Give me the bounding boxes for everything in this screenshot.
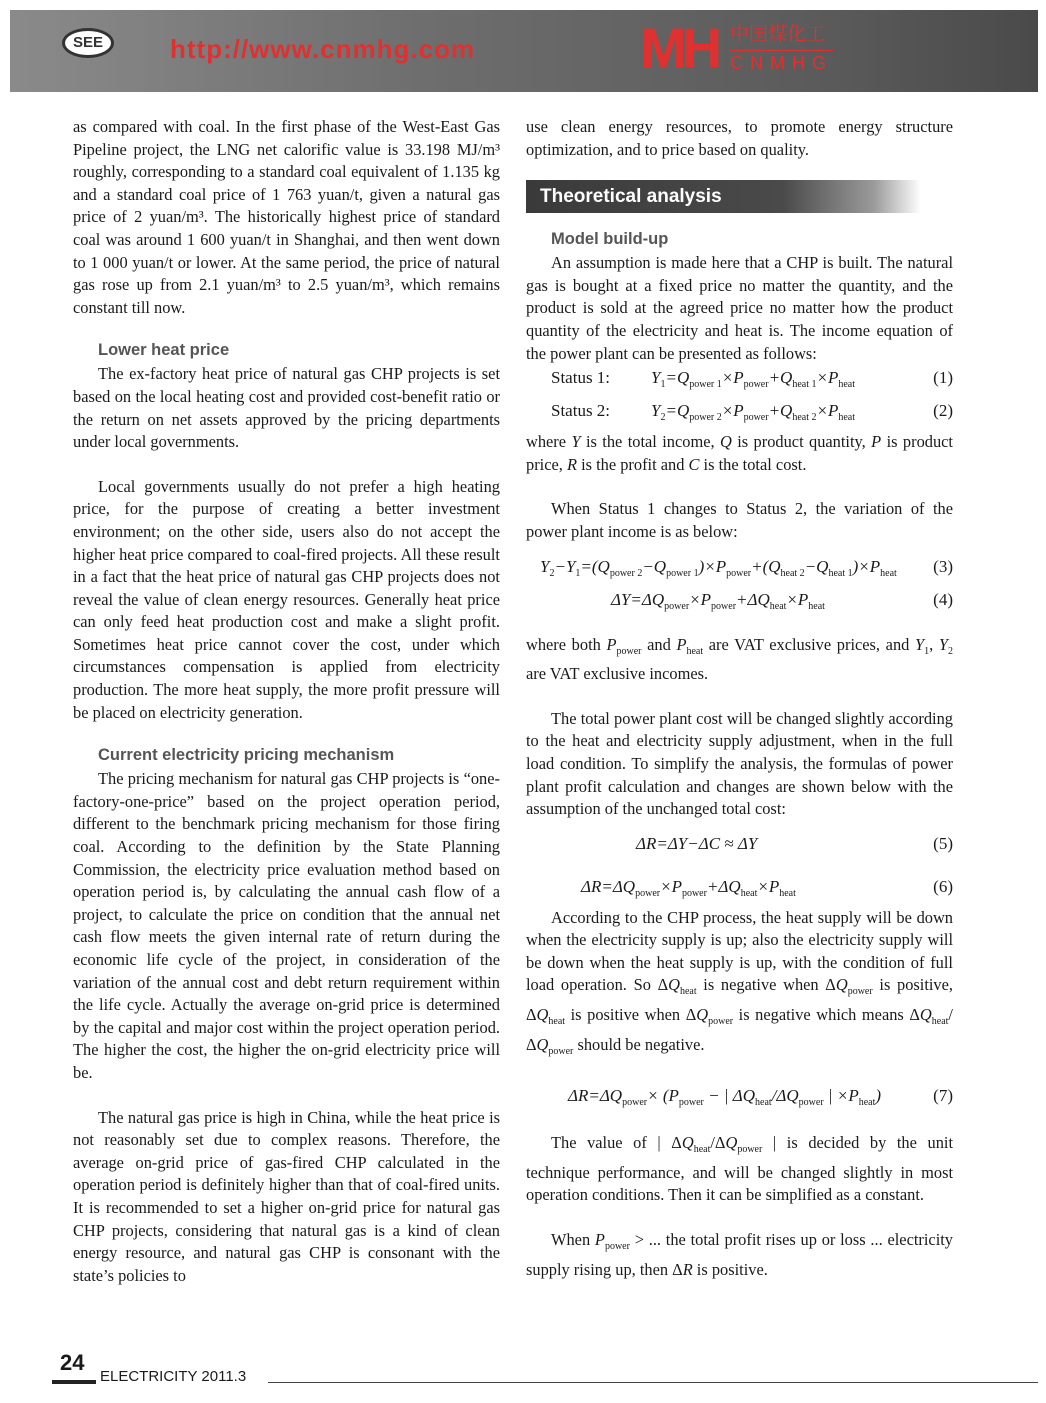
watermark-logo-mark: MH <box>640 16 718 79</box>
equation-term: ×P <box>816 368 839 388</box>
math-symbol: Y <box>938 634 948 654</box>
paragraph: use clean energy resources, to promote energy structure optimization, and to price based on quality. <box>526 117 953 159</box>
subscript: heat <box>693 1144 711 1156</box>
subscript: power 2 <box>609 567 643 579</box>
math-symbol: Y <box>914 634 925 654</box>
subscript: heat <box>740 887 758 899</box>
subscript: 2 <box>660 412 666 424</box>
subscript: power <box>726 567 752 579</box>
equation-term: +(Q <box>751 556 781 576</box>
subscript: heat <box>838 412 855 424</box>
equation-term: Y <box>540 556 550 576</box>
equation-term: ×P <box>721 368 744 388</box>
equation-term: =Q <box>665 368 690 388</box>
paragraph: The pricing mechanism for natural gas CHP projects is “one-factory-one-price” based on the project operation period, different to the benchmark pricing mechanism for those firing coal. According to the definition by the State Planning Commission, the electricity price evaluation method based on operation period is, by calculating the annual cash flow of a project, to calculate the price on condition that the annual net cash flow meets the given internal rate of return during the economic life cycle of the project, in consideration of the variation of the annual cost and debt return requirement within the life cycle. Actually the average on-grid price is determined by the capital and major cost within the project operation period. The higher the cost, the higher the on-grid electricity price will be. <box>73 769 500 1082</box>
paragraph: The natural gas price is high in China, while the heat price is not reasonably set due to complex reasons. Therefore, the average on-grid price of gas-fired CHP calculated in the operation period is definitely higher than that of coal-fired units. It is recommended to set a higher on-grid price for natural gas CHP projects, considering that natural gas is a kind of clean energy resource, and natural gas CHP is consonant with the state’s policies to <box>73 1107 500 1285</box>
math-symbol: R <box>566 454 577 474</box>
subscript: heat <box>548 1016 566 1028</box>
paragraph <box>526 634 953 686</box>
equation-term: +ΔQ <box>706 876 741 896</box>
watermark-url: http://www.cnmhg.com <box>170 34 476 64</box>
equation-row <box>526 1083 953 1132</box>
text-run: should be negative. <box>573 1034 705 1054</box>
section-heading-pricing-mechanism: Current electricity pricing mechanism <box>98 746 395 765</box>
equation-term: )×P <box>852 556 881 576</box>
footer-rule <box>268 1382 1038 1383</box>
equation-term: ΔR=ΔQ <box>568 1086 623 1106</box>
subscript: heat <box>838 379 855 391</box>
paragraph: When Status 1 changes to Status 2, the variation of the power plant income is as below: <box>526 499 953 541</box>
math-symbol: P <box>606 634 617 654</box>
equation-term: ×P <box>660 876 682 896</box>
page-number: 24 <box>60 1350 85 1375</box>
text-run: are VAT exclusive incomes. <box>526 664 709 684</box>
equation-6 <box>581 874 796 907</box>
equation-row <box>526 831 953 874</box>
text-run: is negative which means Δ <box>733 1005 920 1025</box>
text-run: is product price, <box>526 432 953 474</box>
math-symbol: R <box>682 1259 693 1279</box>
math-symbol: P <box>871 432 882 452</box>
equation-term: −Q <box>804 556 829 576</box>
equation-term: =(Q <box>580 556 610 576</box>
subscript: 2 <box>549 567 555 579</box>
text-run: The value of | Δ <box>551 1133 682 1153</box>
subscript: heat <box>769 600 787 612</box>
math-symbol: Y <box>571 432 581 452</box>
watermark-logo-en: CNMHG <box>730 50 833 75</box>
equation-number: (1) <box>933 368 953 388</box>
text-run: is the total income, <box>580 432 720 452</box>
subscript: 1 <box>660 379 666 391</box>
text-run: is positive. <box>692 1259 768 1279</box>
equation-number: (5) <box>933 833 953 853</box>
text-run: is product quantity, <box>731 432 872 452</box>
text-run: where both <box>526 634 607 654</box>
subscript: power <box>847 986 873 998</box>
equation-term: ΔR=ΔY−ΔC ≈ ΔY <box>636 833 758 853</box>
text-run: is the profit and <box>576 454 689 474</box>
paragraph: Local governments usually do not prefer a high heating price, for the purpose of creating a better investment environment; on the other side, users also do not accept the higher heat price compared to coal-fired projects. All these result in a fact that the heat price of natural gas CHP projects does not reveal the value of clean energy resources. Generally heat price can only feed heat production cost and make a slight profit. Sometimes heat price cannot cover the cost, under which circumstances compensation is applied from electricity production. The more heat supply, the more profit pressure will be placed on electricity generation. <box>73 476 500 722</box>
subscript: heat <box>931 1016 949 1028</box>
subscript: power <box>622 1097 648 1109</box>
subscript: heat <box>880 567 897 579</box>
math-symbol: Q <box>681 1133 694 1153</box>
math-symbol: Q <box>719 432 732 452</box>
subscript: power 1 <box>689 379 722 391</box>
subscript: power 2 <box>689 412 722 424</box>
paragraph <box>526 431 953 476</box>
status-2-label: Status 2: <box>551 401 611 421</box>
watermark-logo-cn: 中国煤化工 <box>730 23 826 45</box>
equation-term: ×P <box>757 876 780 896</box>
math-symbol: Q <box>668 975 680 995</box>
section-heading-lower-heat-price: Lower heat price <box>98 341 230 360</box>
math-symbol: Q <box>725 1133 738 1153</box>
subscript: power <box>737 1144 763 1156</box>
section-banner-theoretical-analysis: Theoretical analysis <box>526 180 921 213</box>
equation-term: −Q <box>642 556 667 576</box>
equation-term: ×P <box>721 401 744 421</box>
equation-term: Y <box>651 368 661 388</box>
math-symbol: P <box>676 634 687 654</box>
equation-term: =Q <box>665 401 690 421</box>
equation-term: +Q <box>768 368 793 388</box>
math-symbol: Q <box>536 1034 549 1054</box>
subscript: 2 <box>947 645 953 657</box>
equation-term: /ΔQ <box>771 1086 799 1106</box>
equation-3 <box>540 554 897 587</box>
equation-row <box>526 365 953 398</box>
text-run: where <box>526 432 572 452</box>
paragraph: The total power plant cost will be changed slightly according to the heat and electricity supply adjustment, when in the full load condition. To simplify the analysis, the formulas of power plant profit calculation and changes are shown below with the assumption of the unchanged total cost: <box>526 708 953 819</box>
subscript: heat <box>686 645 704 657</box>
equation-term: )×P <box>698 556 727 576</box>
math-symbol: Q <box>919 1005 932 1025</box>
equation-row <box>526 587 953 620</box>
text-run: According to the CHP process, the heat supply will be down when the electricity supply is up; also the electricity supply will be down when the heat supply is up, with the condition of full load operation. So Δ <box>526 907 953 995</box>
subscript: power <box>678 1097 704 1109</box>
subscript: power <box>604 1241 630 1253</box>
text-run: is the total cost. <box>699 454 807 474</box>
footer-accent <box>52 1380 96 1384</box>
subscript: power 1 <box>666 567 699 579</box>
equation-term: ×P <box>786 589 809 609</box>
subscript: power <box>708 1016 734 1028</box>
equation-term: ΔY=ΔQ <box>611 589 665 609</box>
paragraph <box>526 907 953 1064</box>
equation-term: −Y <box>554 556 576 576</box>
text-run: | is decided by the unit technique performance, and will be changed slightly in most operation conditions. Then it can be simplified as a constant. <box>526 1133 953 1205</box>
equation-term: +ΔQ <box>736 589 770 609</box>
equation-term: × (P <box>647 1086 679 1106</box>
equation-term: ×P <box>689 589 712 609</box>
equation-row <box>526 398 953 431</box>
journal-issue: ELECTRICITY 2011.3 <box>100 1368 247 1385</box>
subscript: heat <box>858 1097 876 1109</box>
paragraph: as compared with coal. In the first phase of the West-East Gas Pipeline project, the LNG net calorific value is 33.198 MJ/m³ roughly, corresponding to a standard coal equivalent of 1.135 kg and a standard coal price of 1 763 yuan/t, given a natural gas price of 2 yuan/m³. The historically highest price of standard coal was around 1 600 yuan/t in Shanghai, and then went down to 1 000 yuan/t or lower. At the same period, the price of natural gas rose up from 2.1 yuan/m³ to 2.5 yuan/m³, which remains constant till now. <box>73 117 500 317</box>
equation-5 <box>636 831 757 857</box>
text-run: /Δ <box>526 1005 953 1054</box>
subscript: power <box>548 1045 574 1057</box>
see-logo: SEE <box>62 28 114 58</box>
subscript: heat 1 <box>792 379 817 391</box>
subscript: power <box>635 887 661 899</box>
subscript: power <box>681 887 707 899</box>
equation-number: (7) <box>933 1086 953 1106</box>
text-run: is negative when Δ <box>696 975 836 995</box>
equation-term: Y <box>651 401 661 421</box>
math-symbol: Q <box>835 975 848 995</box>
subscript: 1 <box>575 567 581 579</box>
subscript: power <box>743 412 769 424</box>
text-run: is positive, Δ <box>526 975 953 1025</box>
left-column <box>73 116 500 1287</box>
math-symbol: C <box>688 454 700 474</box>
equation-2 <box>651 398 855 431</box>
equation-term: | ×P <box>823 1086 859 1106</box>
paragraph <box>526 1229 953 1281</box>
equation-1 <box>651 365 855 398</box>
text-run: > ... the total profit rises up or loss ... electricity supply rising up, then Δ <box>526 1230 954 1279</box>
math-symbol: P <box>594 1230 605 1250</box>
right-column <box>526 116 953 1281</box>
paragraph: An assumption is made here that a CHP is built. The natural gas is bought at a fixed price no matter the quantity, and the product is sold at the agreed price no matter how the product quantity of the electricity and heat is. The income equation of the power plant can be presented as follows: <box>526 253 953 363</box>
subsection-heading-model: Model build-up <box>551 230 669 249</box>
equation-term: ×P <box>816 401 839 421</box>
equation-row <box>526 874 953 907</box>
equation-term: +Q <box>768 401 793 421</box>
equation-term: ΔR=ΔQ <box>581 876 636 896</box>
subscript: heat 2 <box>792 412 817 424</box>
equation-4 <box>611 587 825 620</box>
subscript: power <box>664 600 690 612</box>
equation-7 <box>568 1083 881 1116</box>
equation-number: (2) <box>933 401 953 421</box>
text-run: and <box>641 634 677 654</box>
equation-row <box>526 554 953 587</box>
subscript: power <box>743 379 769 391</box>
math-symbol: Q <box>696 1005 709 1025</box>
subscript: heat <box>808 600 825 612</box>
subscript: heat <box>679 986 697 998</box>
paragraph: The ex-factory heat price of natural gas CHP projects is set based on the local heating cost and provided cost-benefit ratio or the return on net assets approved by the pricing departments under local governments. <box>73 364 500 452</box>
subscript: power <box>616 645 642 657</box>
subscript: heat 1 <box>828 567 853 579</box>
subscript: heat <box>779 887 796 899</box>
equation-number: (3) <box>933 556 953 576</box>
text-run: are VAT exclusive prices, and <box>703 634 915 654</box>
status-1-label: Status 1: <box>551 368 611 388</box>
text-run: When <box>551 1230 595 1250</box>
text-run: /Δ <box>710 1133 726 1153</box>
text-run: , <box>929 634 939 654</box>
equation-term: − | ΔQ <box>703 1086 756 1106</box>
subscript: power <box>798 1097 824 1109</box>
equation-number: (4) <box>933 589 953 609</box>
equation-number: (6) <box>933 876 953 896</box>
subscript: 1 <box>924 645 930 657</box>
subscript: power <box>711 600 737 612</box>
text-run: is positive when Δ <box>565 1005 697 1025</box>
equation-term: ) <box>875 1086 882 1106</box>
watermark-logo <box>640 18 900 84</box>
math-symbol: Q <box>536 1005 549 1025</box>
subscript: heat <box>755 1097 772 1109</box>
paragraph <box>526 1132 953 1207</box>
subscript: heat 2 <box>780 567 805 579</box>
